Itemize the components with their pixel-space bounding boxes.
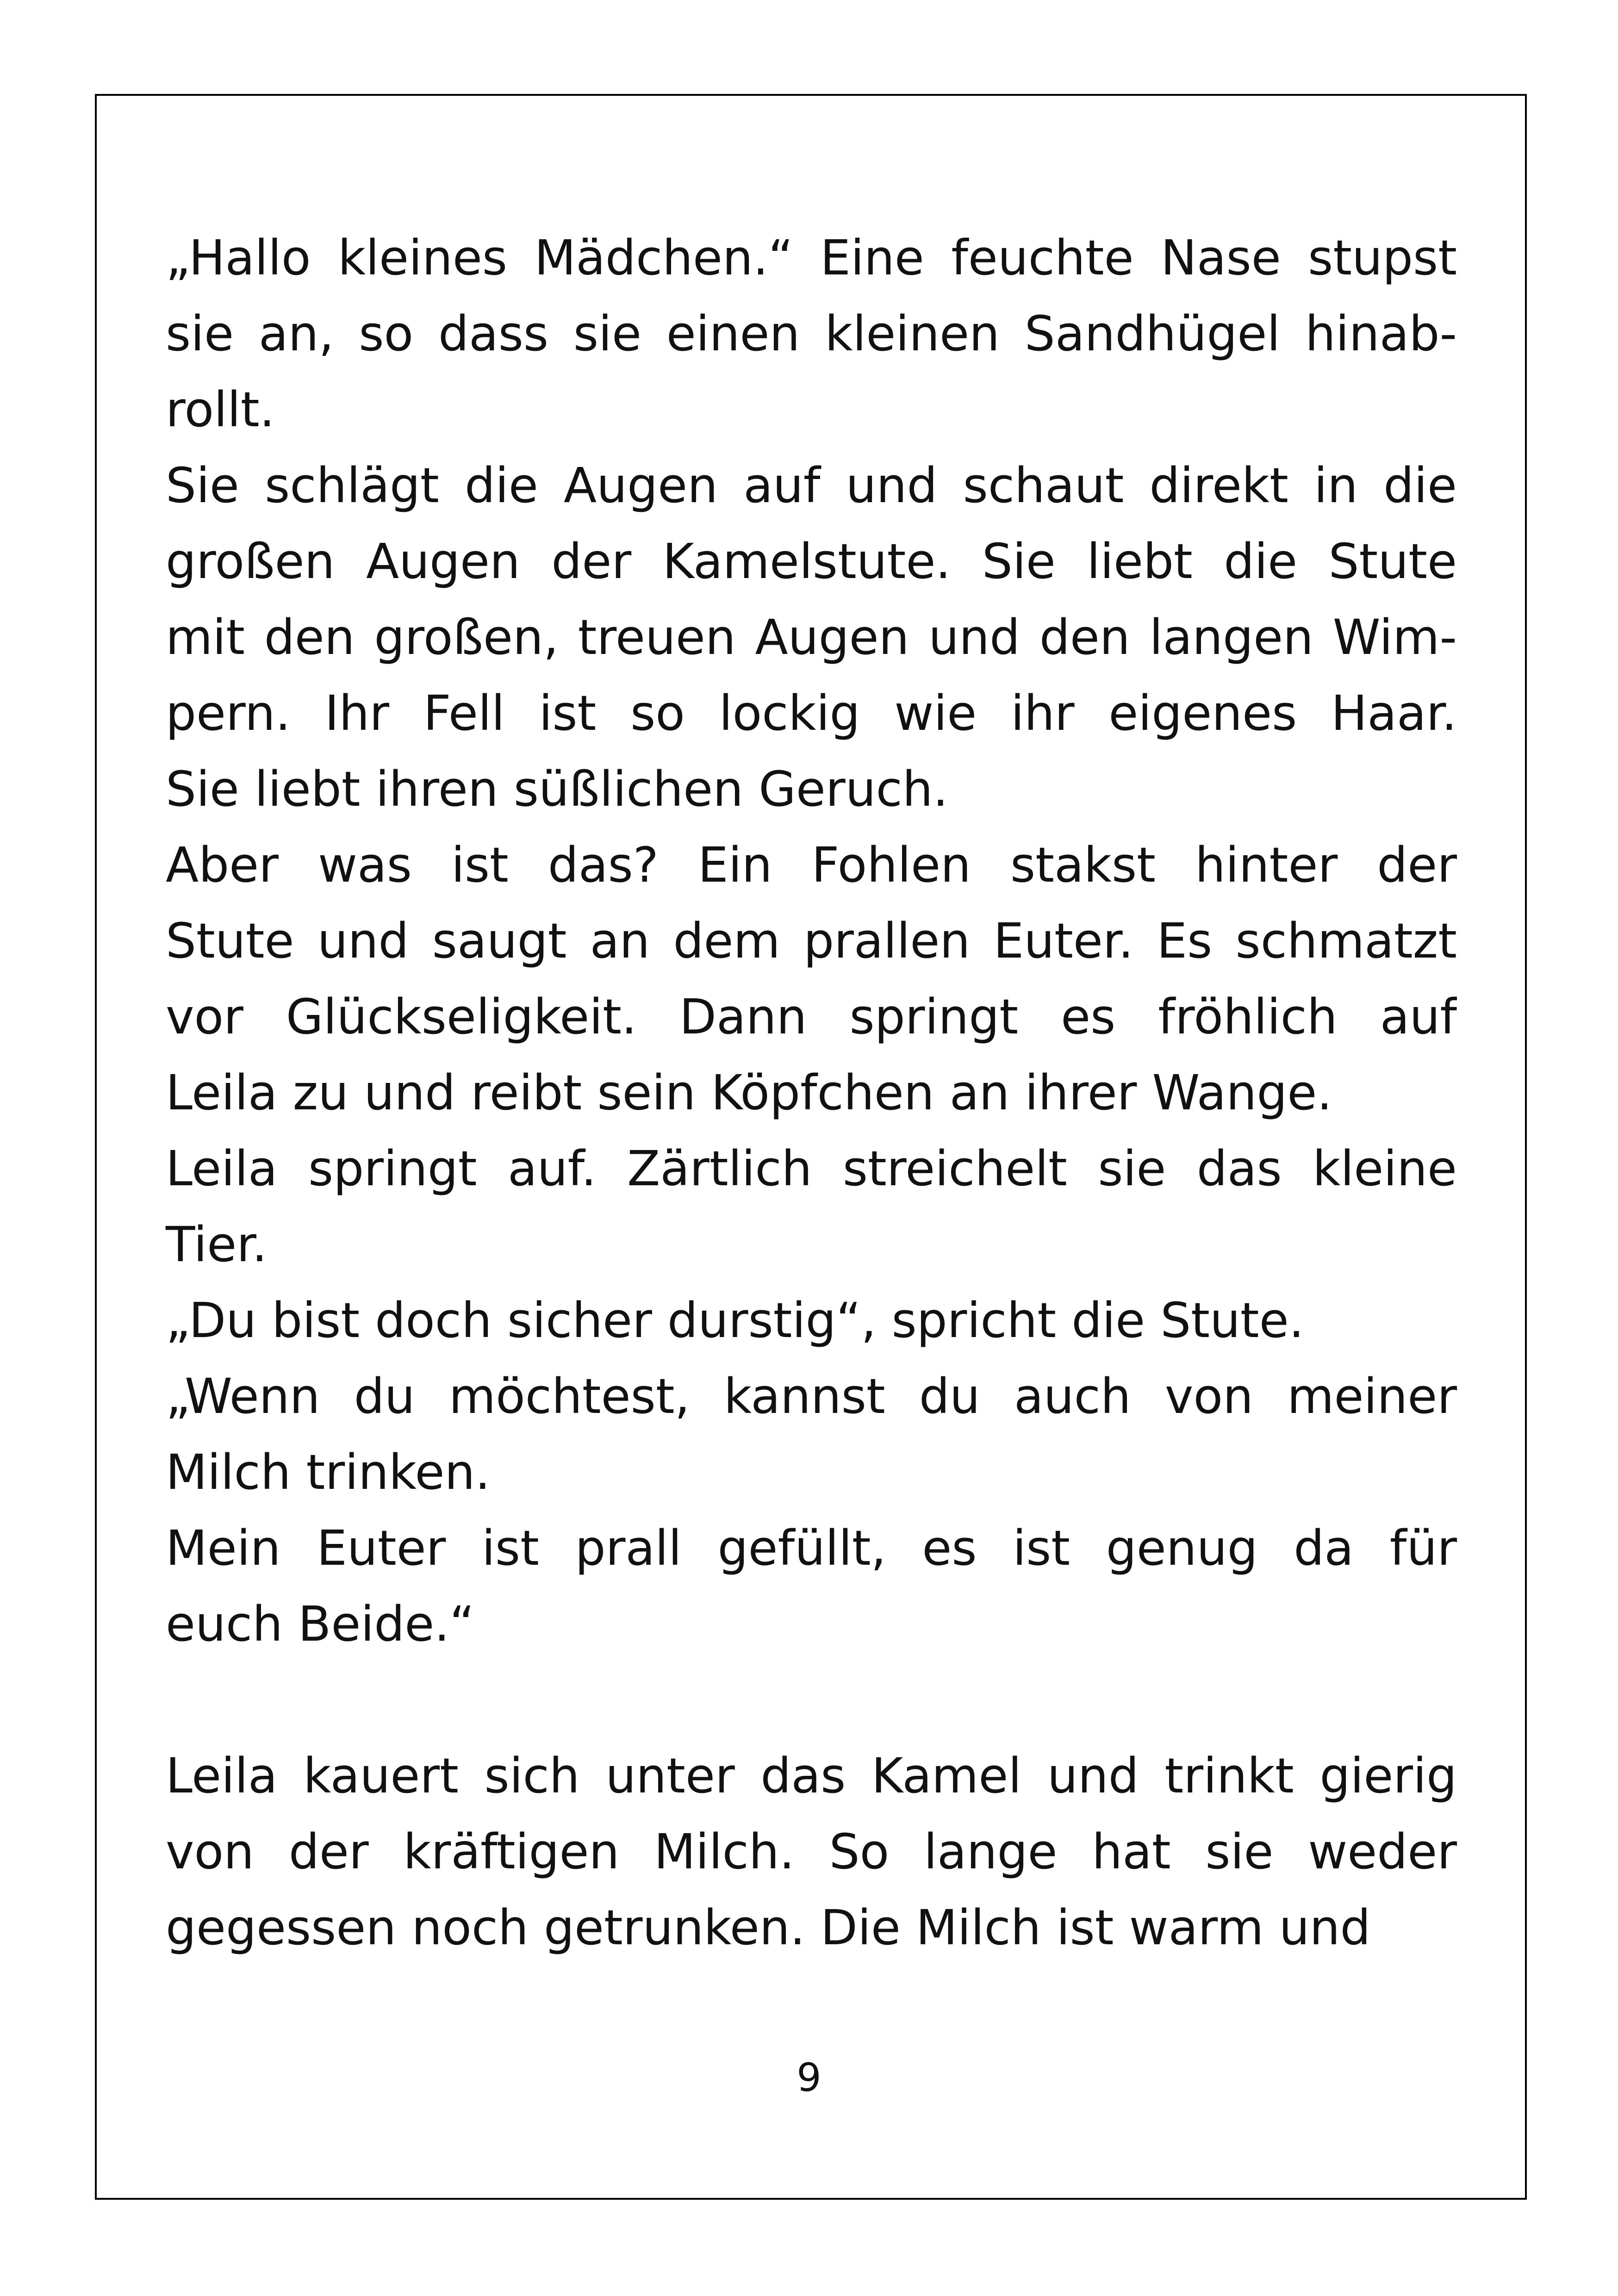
text-line: „Wenn du möchtest, kannst du auch von meiner — [166, 1368, 1457, 1425]
text-line: Sie liebt ihren süßlichen Geruch. — [166, 761, 948, 817]
text-line: gegessen noch getrunken. Die Milch ist warm und — [166, 1899, 1371, 1956]
text-line: Mein Euter ist prall gefüllt, es ist genug da für — [166, 1520, 1457, 1576]
text-line: euch Beide.“ — [166, 1596, 475, 1652]
text-line: Leila zu und reibt sein Köpfchen an ihrer Wange. — [166, 1064, 1332, 1121]
text-line: rollt. — [166, 381, 275, 438]
text-line: Aber was ist das? Ein Fohlen stakst hinter der — [166, 837, 1457, 893]
text-line: von der kräftigen Milch. So lange hat sie weder — [166, 1823, 1457, 1880]
text-line: Stute und saugt an dem prallen Euter. Es schmatzt — [166, 913, 1457, 969]
text-line: vor Glückseligkeit. Dann springt es fröhlich auf — [166, 989, 1457, 1045]
text-line: „Hallo kleines Mädchen.“ Eine feuchte Nase stupst — [166, 230, 1457, 286]
text-line: Leila kauert sich unter das Kamel und trinkt gierig — [166, 1748, 1457, 1804]
text-line: mit den großen, treuen Augen und den langen Wim- — [166, 609, 1457, 666]
text-line: Leila springt auf. Zärtlich streichelt sie das kleine — [166, 1140, 1457, 1197]
text-line: Sie schlägt die Augen auf und schaut direkt in die — [166, 457, 1457, 514]
text-line: „Du bist doch sicher durstig“, spricht die Stute. — [166, 1292, 1304, 1349]
story-text — [166, 220, 1457, 1966]
paragraph-gap — [166, 1662, 1457, 1738]
page-number: 9 — [797, 2055, 821, 2100]
text-line: sie an, so dass sie einen kleinen Sandhügel hinab- — [166, 305, 1457, 362]
text-line: pern. Ihr Fell ist so lockig wie ihr eigenes Haar. — [166, 685, 1457, 741]
text-line: großen Augen der Kamelstute. Sie liebt die Stute — [166, 533, 1457, 590]
text-line: Milch trinken. — [166, 1444, 491, 1500]
text-line: Tier. — [166, 1216, 268, 1273]
